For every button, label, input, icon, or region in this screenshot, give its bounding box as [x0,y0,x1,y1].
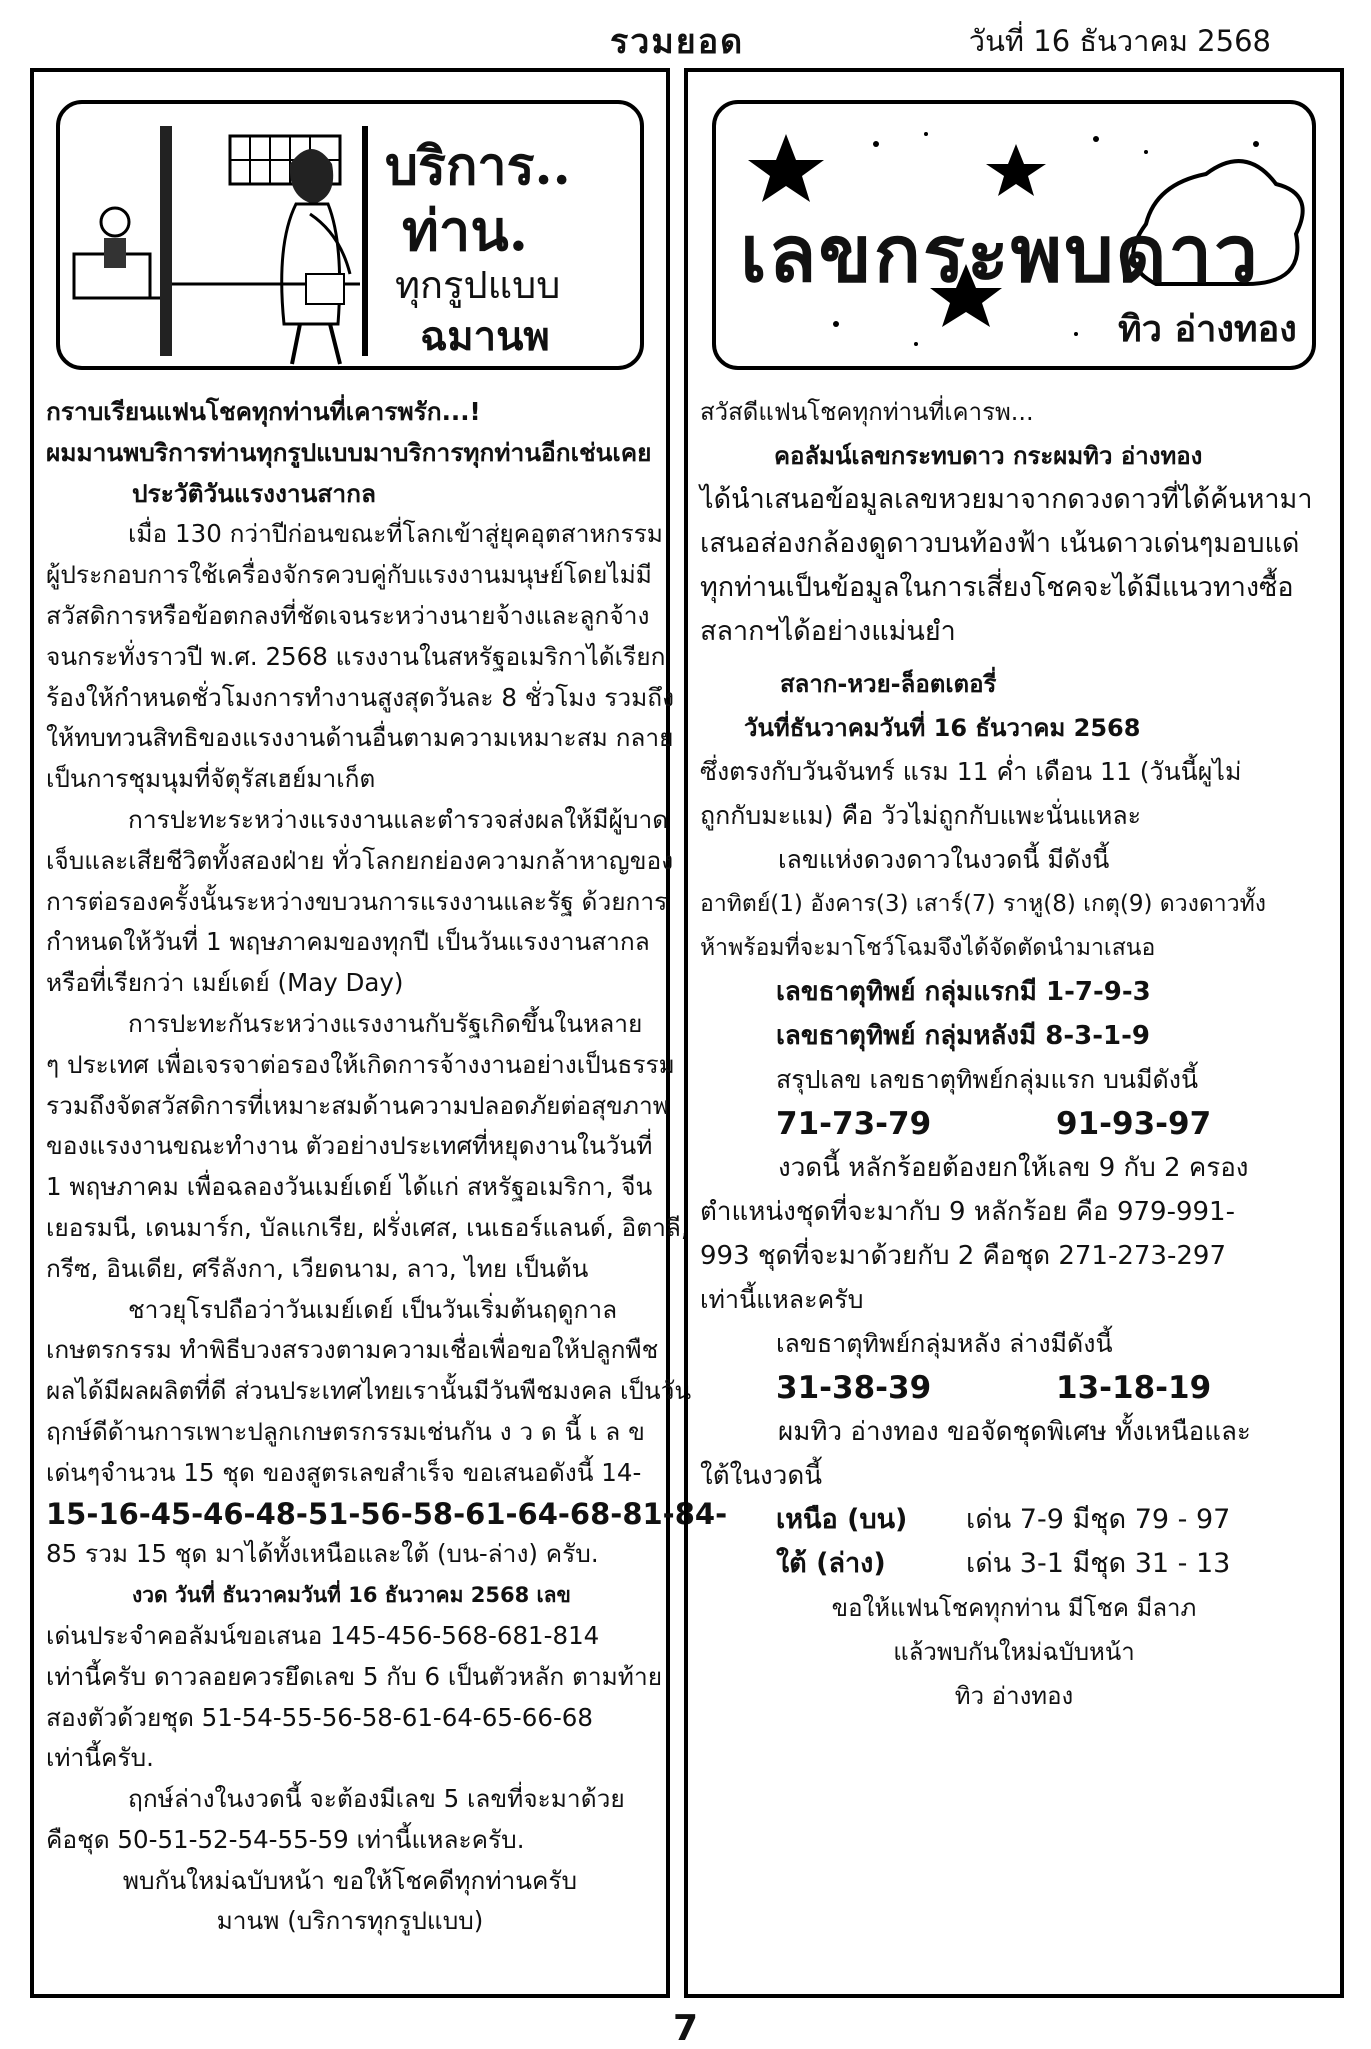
draw-date-line: งวด วันที่ ธันวาคมวันที่ 16 ธันวาคม 2568 เลข [132,1583,571,1608]
text-line: เท่านี้ครับ ดาวลอยควรยึดเลข 5 กับ 6 เป็นตัวหลัก ตามท้าย [46,1661,663,1691]
text-line: ถูกกับมะแม) คือ วัวไม่ถูกกับแพะนั่นแหละ [700,801,1142,830]
intro-line: ผมมานพบริการท่านทุกรูปแบบมาบริการทุกท่านอีกเช่นเคย [46,437,652,467]
lower-set-a: 31-38-39 [776,1370,932,1406]
text-line: จนกระทั่งราวปี พ.ศ. 2568 แรงงานในสหรัฐอเมริกาได้เรียก [46,641,666,671]
text-line: เยอรมนี, เดนมาร์ก, บัลแกเรีย, ฝรั่งเศส, เนเธอร์แลนด์, อิตาลี, [46,1212,689,1242]
upper-special-row [700,1498,1328,1542]
two-digit-set: สองตัวด้วยชุด 51-54-55-56-58-61-64-65-66-68 [46,1702,593,1732]
text-line: งวดนี้ หลักร้อยต้องยกให้เลข 9 กับ 2 ครอง [778,1153,1249,1183]
right-article [700,390,1328,1718]
author-signature: ทิว อ่างทอง [954,1682,1074,1710]
number-series: 15-16-45-46-48-51-56-58-61-64-68-81-84- [46,1496,728,1531]
banner-line-1: บริการ.. [385,136,571,197]
featured-numbers: เด่นประจำคอลัมน์ขอเสนอ 145-456-568-681-814 [46,1620,600,1650]
page-number: 7 [672,2008,699,2049]
author-signature: มานพ (บริการทุกรูปแบบ) [216,1906,484,1936]
text-line: รวมถึงจัดสวัสดิการที่เหมาะสมด้านความปลอดภัยต่อสุขภาพ [46,1090,669,1120]
issue-date: วันที่ 16 ธันวาคม 2568 [968,24,1271,58]
closing-line: ขอให้แฟนโชคทุกท่าน มีโชค มีลาภ [831,1594,1197,1622]
banner-line-2: ท่าน. [402,198,529,264]
greeting-line: กราบเรียนแฟนโชคทุกท่านที่เคารพรัก...! [46,397,481,426]
text-line: เลขแห่งดวงดาวในงวดนี้ มีดังนี้ [778,845,1110,874]
text-line: ทุกท่านเป็นข้อมูลในการเสี่ยงโชคจะได้มีแนวทางซื้อ [700,572,1294,603]
banner-line-4: ฉมานพ [420,313,550,360]
lottery-heading: สลาก-หวย-ล็อตเตอรี่ [780,670,997,698]
text-line: ๆ ประเทศ เพื่อเจรจาต่อรองให้เกิดการจ้างงานอย่างเป็นธรรม [46,1049,675,1079]
text-line: หรือที่เรียกว่า เมย์เดย์ (May Day) [46,968,404,998]
text-line: ผู้ประกอบการใช้เครื่องจักรควบคู่กับแรงงานมนุษย์โดยไม่มี [46,560,652,590]
upper-label: เหนือ (บน) [776,1504,908,1535]
upper-number-row [700,1102,1328,1146]
text-line: กรีซ, อินเดีย, ศรีลังกา, เวียดนาม, ลาว, ไทย เป็นต้น [46,1253,589,1283]
left-column [30,68,728,1998]
text-line: การปะทะกันระหว่างแรงงานกับรัฐเกิดขึ้นในหลาย [128,1008,643,1038]
lower-number-row [700,1366,1328,1410]
text-line: ผมทิว อ่างทอง ขอจัดชุดพิเศษ ทั้งเหนือและ [778,1417,1251,1447]
text-line: ร้องให้กำหนดชั่วโมงการทำงานสูงสุดวันละ 8 ชั่วโมง รวมถึง [46,682,675,712]
greeting-line: สวัสดีแฟนโชคทุกท่านที่เคารพ... [700,398,1034,426]
lower-special-row [700,1542,1328,1586]
hundreds-line: 993 ชุดที่จะมาด้วยกับ 2 คือชุด 271-273-297 [700,1241,1226,1271]
text-line: ใต้ในงวดนี้ [700,1461,823,1491]
text-line: ได้นำเสนอข้อมูลเลขหวยมาจากดวงดาวที่ได้ค้นหามา [700,484,1313,515]
publication-logo: รวมยอด [610,22,745,62]
text-line: เป็นการชุมนุมที่จัตุรัสเฮย์มาเก็ต [46,764,376,794]
planet-list: อาทิตย์(1) อังคาร(3) เสาร์(7) ราหู(8) เกตุ(9) ดวงดาวทั้ง [700,891,1267,917]
text-line: สลากฯได้อย่างแม่นยำ [700,616,956,647]
lower-label: ใต้ (ล่าง) [776,1548,886,1579]
text-line: กำหนดให้วันที่ 1 พฤษภาคมของทุกปี เป็นวันแรงงานสากล [46,927,650,957]
group-first: เลขธาตุทิพย์ กลุ่มแรกมี 1-7-9-3 [776,977,1151,1007]
hundreds-line: ตำแหน่งชุดที่จะมากับ 9 หลักร้อย คือ 979-991- [700,1197,1235,1227]
draw-date-line: วันที่ธันวาคมวันที่ 16 ธันวาคม 2568 [744,714,1141,742]
text-line: เท่านี้ครับ. [46,1743,154,1773]
page-header [0,0,1371,60]
lower-group-heading: เลขธาตุทิพย์กลุ่มหลัง ล่างมีดังนี้ [776,1329,1113,1358]
right-banner [712,100,1316,370]
text-line: ฤกษ์ล่างในงวดนี้ จะต้องมีเลข 5 เลขที่จะมาด้วย [128,1784,625,1814]
text-line: สวัสดิการหรือข้อตกลงที่ชัดเจนระหว่างนายจ้างและลูกจ้าง [46,600,650,630]
lower-special: เด่น 3-1 มีชุด 31 - 13 [966,1548,1231,1579]
text-line: เกษตรกรรม ทำพิธีบวงสรวงตามความเชื่อเพื่อขอให้ปลูกพืช [46,1335,659,1365]
banner-subtitle: ทิว อ่างทอง [1118,308,1297,350]
lower-set: คือชุด 50-51-52-54-55-59 เท่านี้แหละครับ. [46,1824,525,1854]
summary-line: สรุปเลข เลขธาตุทิพย์กลุ่มแรก บนมีดังนี้ [776,1065,1199,1094]
banner-line-3: ทุกรูปแบบ [395,263,561,307]
banner-title: เลขกระพบดาว [740,209,1260,300]
column-intro: คอลัมน์เลขกระทบดาว กระผมทิว อ่างทอง [774,442,1203,470]
upper-special: เด่น 7-9 มีชุด 79 - 97 [966,1504,1231,1535]
text-line: ให้ทบทวนสิทธิของแรงงานด้านอื่นตามความเหมาะสม กลาย [46,723,674,753]
text-line: การต่อรองครั้งนั้นระหว่างขบวนการแรงงานและรัฐ ด้วยการ [46,886,668,916]
text-line: เท่านี้แหละครับ [700,1285,864,1314]
section-heading: ประวัติวันแรงงานสากล [132,478,376,508]
left-banner [56,100,644,370]
group-second: เลขธาตุทิพย์ กลุ่มหลังมี 8-3-1-9 [776,1021,1151,1051]
lower-set-b: 13-18-19 [1056,1370,1212,1406]
text-line: เมื่อ 130 กว่าปีก่อนขณะที่โลกเข้าสู่ยุคอุตสาหกรรม [128,519,663,549]
text-line: 1 พฤษภาคม เพื่อฉลองวันเมย์เดย์ ได้แก่ สหรัฐอเมริกา, จีน [46,1172,653,1202]
closing-line: แล้วพบกันใหม่ฉบับหน้า [893,1638,1135,1666]
text-line: 85 รวม 15 ชุด มาได้ทั้งเหนือและใต้ (บน-ล่าง) ครับ. [46,1539,599,1569]
text-line: ซึ่งตรงกับวันจันทร์ แรม 11 ค่ำ เดือน 11 (วันนี้ผูไม่ [700,757,1242,786]
closing-line: พบกันใหม่ฉบับหน้า ขอให้โชคดีทุกท่านครับ [122,1865,578,1895]
text-line: ห้าพร้อมที่จะมาโชว์โฉมจึงได้จัดตัดนำมาเสนอ [700,935,1156,961]
text-line: ฤกษ์ดีด้านการเพาะปลูกเกษตรกรรมเช่นกัน ง ว ด นี้ เ ล ข [46,1416,645,1446]
upper-set-a: 71-73-79 [776,1106,932,1142]
text-line: การปะทะระหว่างแรงงานและตำรวจส่งผลให้มีผู้บาด [128,804,669,834]
left-article [46,392,728,1942]
text-line: ชาวยุโรปถือว่าวันเมย์เดย์ เป็นวันเริ่มต้นฤดูกาล [128,1294,618,1324]
upper-set-b: 91-93-97 [1056,1106,1212,1142]
text-line: เด่นๆจำนวน 15 ชุด ของสูตรเลขสำเร็จ ขอเสนอดังนี้ 14- [46,1457,642,1487]
right-column [684,68,1344,1998]
text-line: ของแรงงานขณะทำงาน ตัวอย่างประเทศที่หยุดงานในวันที่ [46,1131,653,1161]
text-line: ผลได้มีผลผลิตที่ดี ส่วนประเทศไทยเรานั้นมีวันพืชมงคล เป็นวัน [46,1376,692,1406]
text-line: เจ็บและเสียชีวิตทั้งสองฝ่าย ทั่วโลกยกย่องความกล้าหาญของ [46,845,674,875]
text-line: เสนอส่องกล้องดูดาวบนท้องฟ้า เน้นดาวเด่นๆมอบแด่ [700,528,1300,559]
